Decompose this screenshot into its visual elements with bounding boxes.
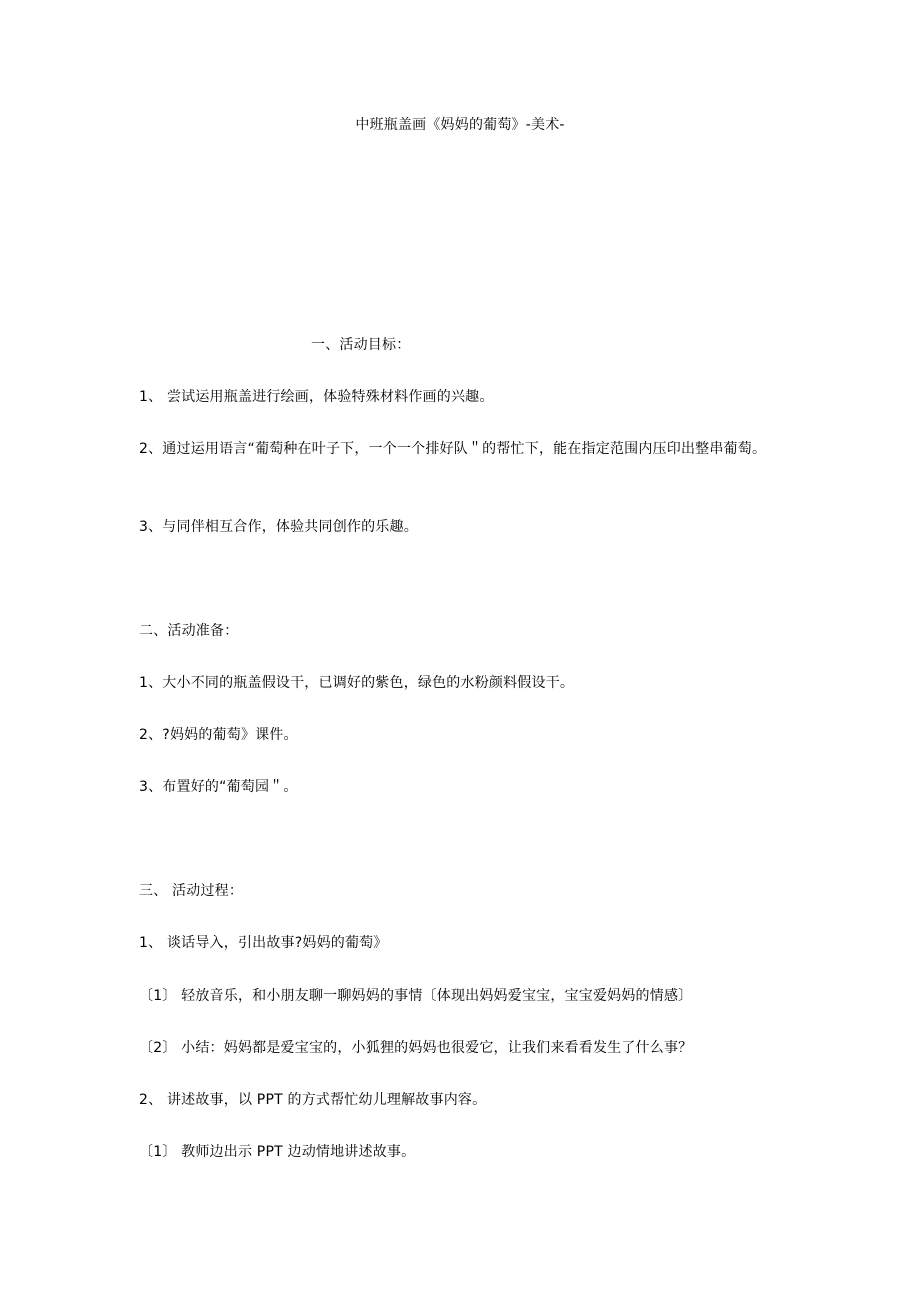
section-3-item-2: 〔1〕 轻放音乐，和小朋友聊一聊妈妈的事情〔体现出妈妈爱宝宝，宝宝爱妈妈的情感〕 <box>139 988 693 1004</box>
section-3-heading: 三、 活动过程： <box>139 883 244 899</box>
section-3-item-4: 2、 讲述故事，以 PPT 的方式帮忙幼儿理解故事内容。 <box>139 1092 487 1108</box>
section-1-heading: 一、活动目标： <box>311 337 411 353</box>
section-2-item-3: 3、布置好的“葡萄园＂。 <box>139 779 298 795</box>
section-3-item-1: 1、 谈话导入，引出故事?妈妈的葡萄》 <box>139 935 388 951</box>
section-3-item-5: 〔1〕 教师边出示 PPT 边动情地讲述故事。 <box>139 1144 416 1160</box>
section-2-item-1: 1、大小不同的瓶盖假设干，已调好的紫色，绿色的水粉颜料假设干。 <box>139 675 575 691</box>
section-1-item-3: 3、与同伴相互合作，体验共同创作的乐趣。 <box>139 519 418 535</box>
section-1-item-2: 2、通过运用语言“葡萄种在叶子下，一个一个排好队＂的帮忙下，能在指定范围内压印出整串葡萄。 <box>139 441 767 457</box>
section-3-item-3: 〔2〕 小结：妈妈都是爱宝宝的，小狐狸的妈妈也很爱它，让我们来看看发生了什么事？ <box>139 1040 693 1056</box>
section-2-item-2: 2、?妈妈的葡萄》课件。 <box>139 727 298 743</box>
section-2-heading: 二、活动准备： <box>139 623 239 639</box>
section-1-item-1: 1、 尝试运用瓶盖进行绘画，体验特殊材料作画的兴趣。 <box>139 389 494 405</box>
document-title: 中班瓶盖画《妈妈的葡萄》-美术- <box>355 117 565 133</box>
